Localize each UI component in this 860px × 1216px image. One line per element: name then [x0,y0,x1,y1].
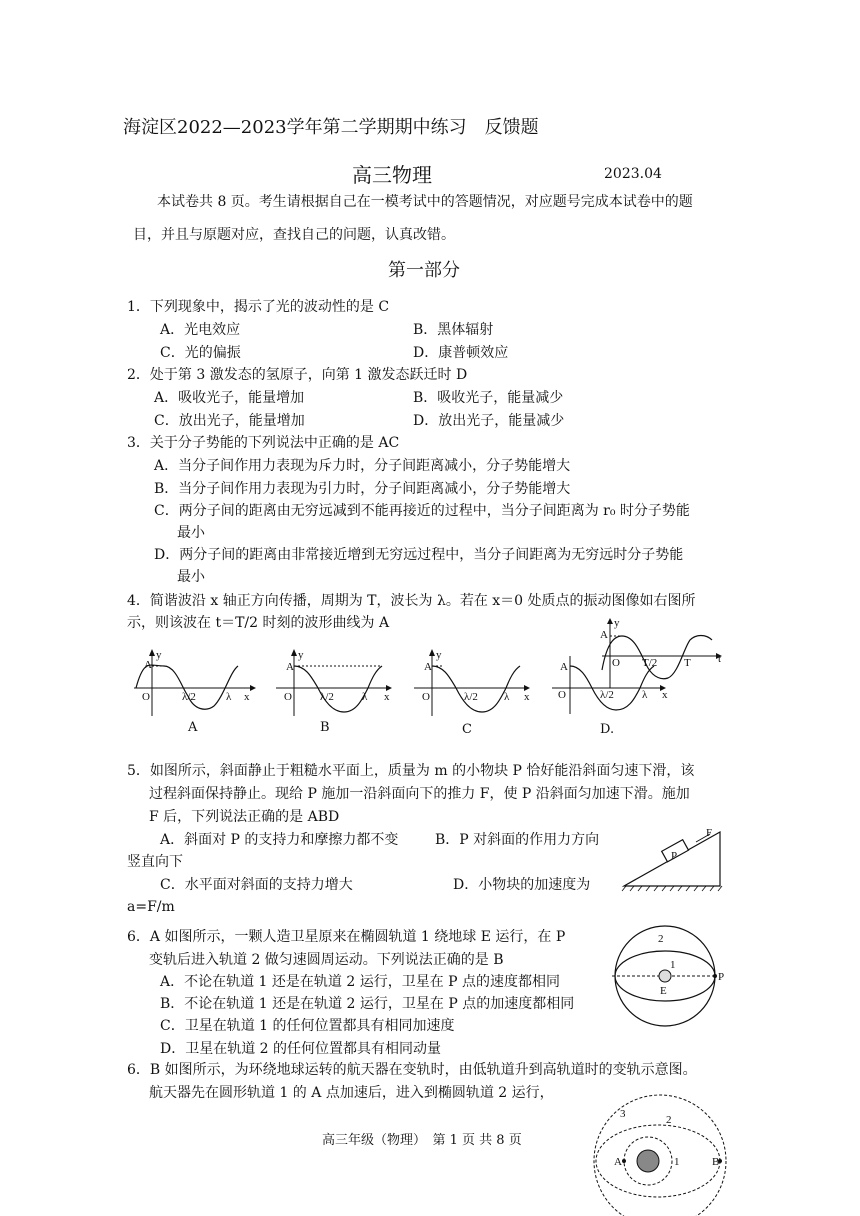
q6a-option-b: B．不论在轨道 1 还是在轨道 2 运行，卫星在 P 点的加速度都相同 [160,996,575,1012]
orbit-6b-point-b: B [712,1156,720,1168]
q3-option-a: A．当分子间作用力表现为斥力时，分子间距离减小，分子势能增大 [154,458,571,474]
q5-option-a: A．斜面对 P 的支持力和摩擦力都不变 [160,832,399,848]
fig-a-origin: O [142,691,150,703]
q5-option-d-cont: a=F/m [127,899,175,915]
fig-d-vib-origin: O [612,657,620,669]
orbit-6a-label-2: 2 [658,933,664,945]
orbit-6b-point-a: A [614,1156,622,1168]
q6a-stem-line2: 变轨后进入轨道 2 做匀速圆周运动。下列说法正确的是 B [149,952,504,968]
fig-d-origin: O [558,689,566,701]
q1-option-c: C．光的偏振 [160,345,241,361]
q5-stem-line2: 过程斜面保持静止。现给 P 施加一沿斜面向下的推力 F，使 P 沿斜面匀加速下滑。施加 [149,786,690,802]
intro-line-2: 目，并且与原题对应，查找自己的问题，认真改错。 [133,227,455,243]
exam-date: 2023.04 [604,166,662,182]
q2-option-c: C．放出光子，能量增加 [154,413,305,429]
q5-option-b-cont: 竖直向下 [127,854,183,870]
fig-b-lambda-half: λ/2 [320,691,334,703]
fig-d-amp: A [560,661,568,673]
page-footer: 高三年级（物理） 第 1 页 共 8 页 [322,1133,522,1148]
q4-label-d: D. [600,722,615,737]
fig-d-vib-t-half: T/2 [642,657,658,669]
fig-d-lambda-half: λ/2 [600,689,614,701]
orbit-6b-label-1: 1 [674,1156,680,1168]
fig-d-vib-t: T [684,657,691,669]
q1-option-a: A．光电效应 [160,322,241,338]
fig-d-vib-axis-t: t [718,653,722,665]
q4-label-b: B [320,720,330,735]
q1-stem: 1．下列现象中，揭示了光的波动性的是 C [127,299,390,315]
fig-a-lambda-half: λ/2 [182,691,196,703]
exam-title: 海淀区2022—2023学年第二学期期中练习 反馈题 [123,117,539,138]
incline-figure [620,826,730,892]
fig-c-axis-y: y [436,649,442,661]
fig-a-axis-x: x [244,691,250,703]
orbit-6a-earth-label: E [660,985,667,997]
q5-stem-line1: 5．如图所示，斜面静止于粗糙水平面上，质量为 m 的小物块 P 恰好能沿斜面匀速下滑，该 [127,763,695,779]
wave-figure-c [410,648,536,718]
q4-label-a: A [188,720,198,735]
orbit-6a-label-1: 1 [670,959,676,971]
q3-option-c-line1: C．两分子间的距离由无穷远减到不能再接近的过程中，当分子间距离为 r₀ 时分子势能 [154,503,690,519]
incline-force-label: F [706,827,713,839]
section-title: 第一部分 [388,260,460,281]
q4-label-c: C [462,722,472,737]
q4-stem-line2: 示，则该波在 t＝T/2 时刻的波形曲线为 A [127,615,390,631]
incline-block-label: P [671,850,678,862]
fig-c-axis-x: x [524,691,530,703]
fig-d-vib-axis-y: y [614,617,620,629]
wave-figure-a [130,648,260,718]
fig-a-axis-y: y [156,649,162,661]
fig-c-lambda: λ [504,691,510,703]
orbit-6a-point-p: P [718,971,725,983]
fig-b-amp: A [286,661,294,673]
fig-b-axis-x: x [384,691,390,703]
q1-option-d: D．康普顿效应 [413,345,509,361]
fig-b-axis-y: y [298,649,304,661]
q6a-option-c: C．卫星在轨道 1 的任何位置都具有相同加速度 [160,1018,455,1034]
wave-figure-d [550,618,730,718]
q4-stem-line1: 4．简谐波沿 x 轴正方向传播，周期为 T，波长为 λ。若在 x＝0 处质点的振动图像如右图所 [127,593,696,609]
q6b-stem-line2: 航天器先在圆形轨道 1 的 A 点加速后，进入到椭圆轨道 2 运行， [149,1085,554,1101]
fig-d-vib-amp: A [600,629,608,641]
q6a-option-d: D．卫星在轨道 2 的任何位置都具有相同动量 [160,1041,442,1057]
q6a-stem-line1: 6．A 如图所示，一颗人造卫星原来在椭圆轨道 1 绕地球 E 运行，在 P [127,929,566,945]
orbit-figure-6b [584,1093,730,1213]
fig-a-amp: A [144,659,152,671]
fig-c-origin: O [422,691,430,703]
fig-b-lambda: λ [362,691,368,703]
q3-stem: 3．关于分子势能的下列说法中正确的是 AC [127,435,400,451]
fig-d-lambda: λ [642,689,648,701]
q2-option-b: B．吸收光子，能量减少 [413,390,564,406]
q5-option-b: B．P 对斜面的作用力方向 [435,832,600,848]
q2-stem: 2．处于第 3 激发态的氢原子，向第 1 激发态跃迁时 D [127,367,468,383]
fig-a-lambda: λ [226,691,232,703]
orbit-6b-label-2: 2 [666,1114,672,1126]
q3-option-c-line2: 最小 [177,525,205,541]
q3-option-d-line1: D．两分子间的距离由非常接近增到无穷远过程中，当分子间距离为无穷远时分子势能 [154,547,684,563]
intro-line-1: 本试卷共 8 页。考生请根据自己在一模考试中的答题情况，对应题号完成本试卷中的题 [157,194,693,210]
fig-d-axis-x: x [662,689,668,701]
orbit-figure-6a [610,918,730,1038]
q2-option-d: D．放出光子，能量减少 [413,413,565,429]
q3-option-d-line2: 最小 [177,569,205,585]
q5-stem-line3: F 后，下列说法正确的是 ABD [149,809,340,825]
q6a-option-a: A．不论在轨道 1 还是在轨道 2 运行，卫星在 P 点的速度都相同 [160,974,561,990]
q6b-stem-line1: 6．B 如图所示，为环绕地球运转的航天器在变轨时，由低轨道升到高轨道时的变轨示意图。 [127,1062,697,1078]
fig-b-origin: O [284,691,292,703]
fig-c-amp: A [424,661,432,673]
q5-option-d: D．小物块的加速度为 [453,877,591,893]
orbit-6b-label-3: 3 [620,1108,626,1120]
fig-c-lambda-half: λ/2 [464,691,478,703]
q3-option-b: B．当分子间作用力表现为引力时，分子间距离减小，分子势能增大 [154,481,571,497]
q5-option-c: C．水平面对斜面的支持力增大 [160,877,353,893]
subject-title: 高三物理 [352,163,432,187]
q1-option-b: B．黑体辐射 [413,322,494,338]
q2-option-a: A．吸收光子，能量增加 [154,390,305,406]
wave-figure-b [272,648,398,718]
